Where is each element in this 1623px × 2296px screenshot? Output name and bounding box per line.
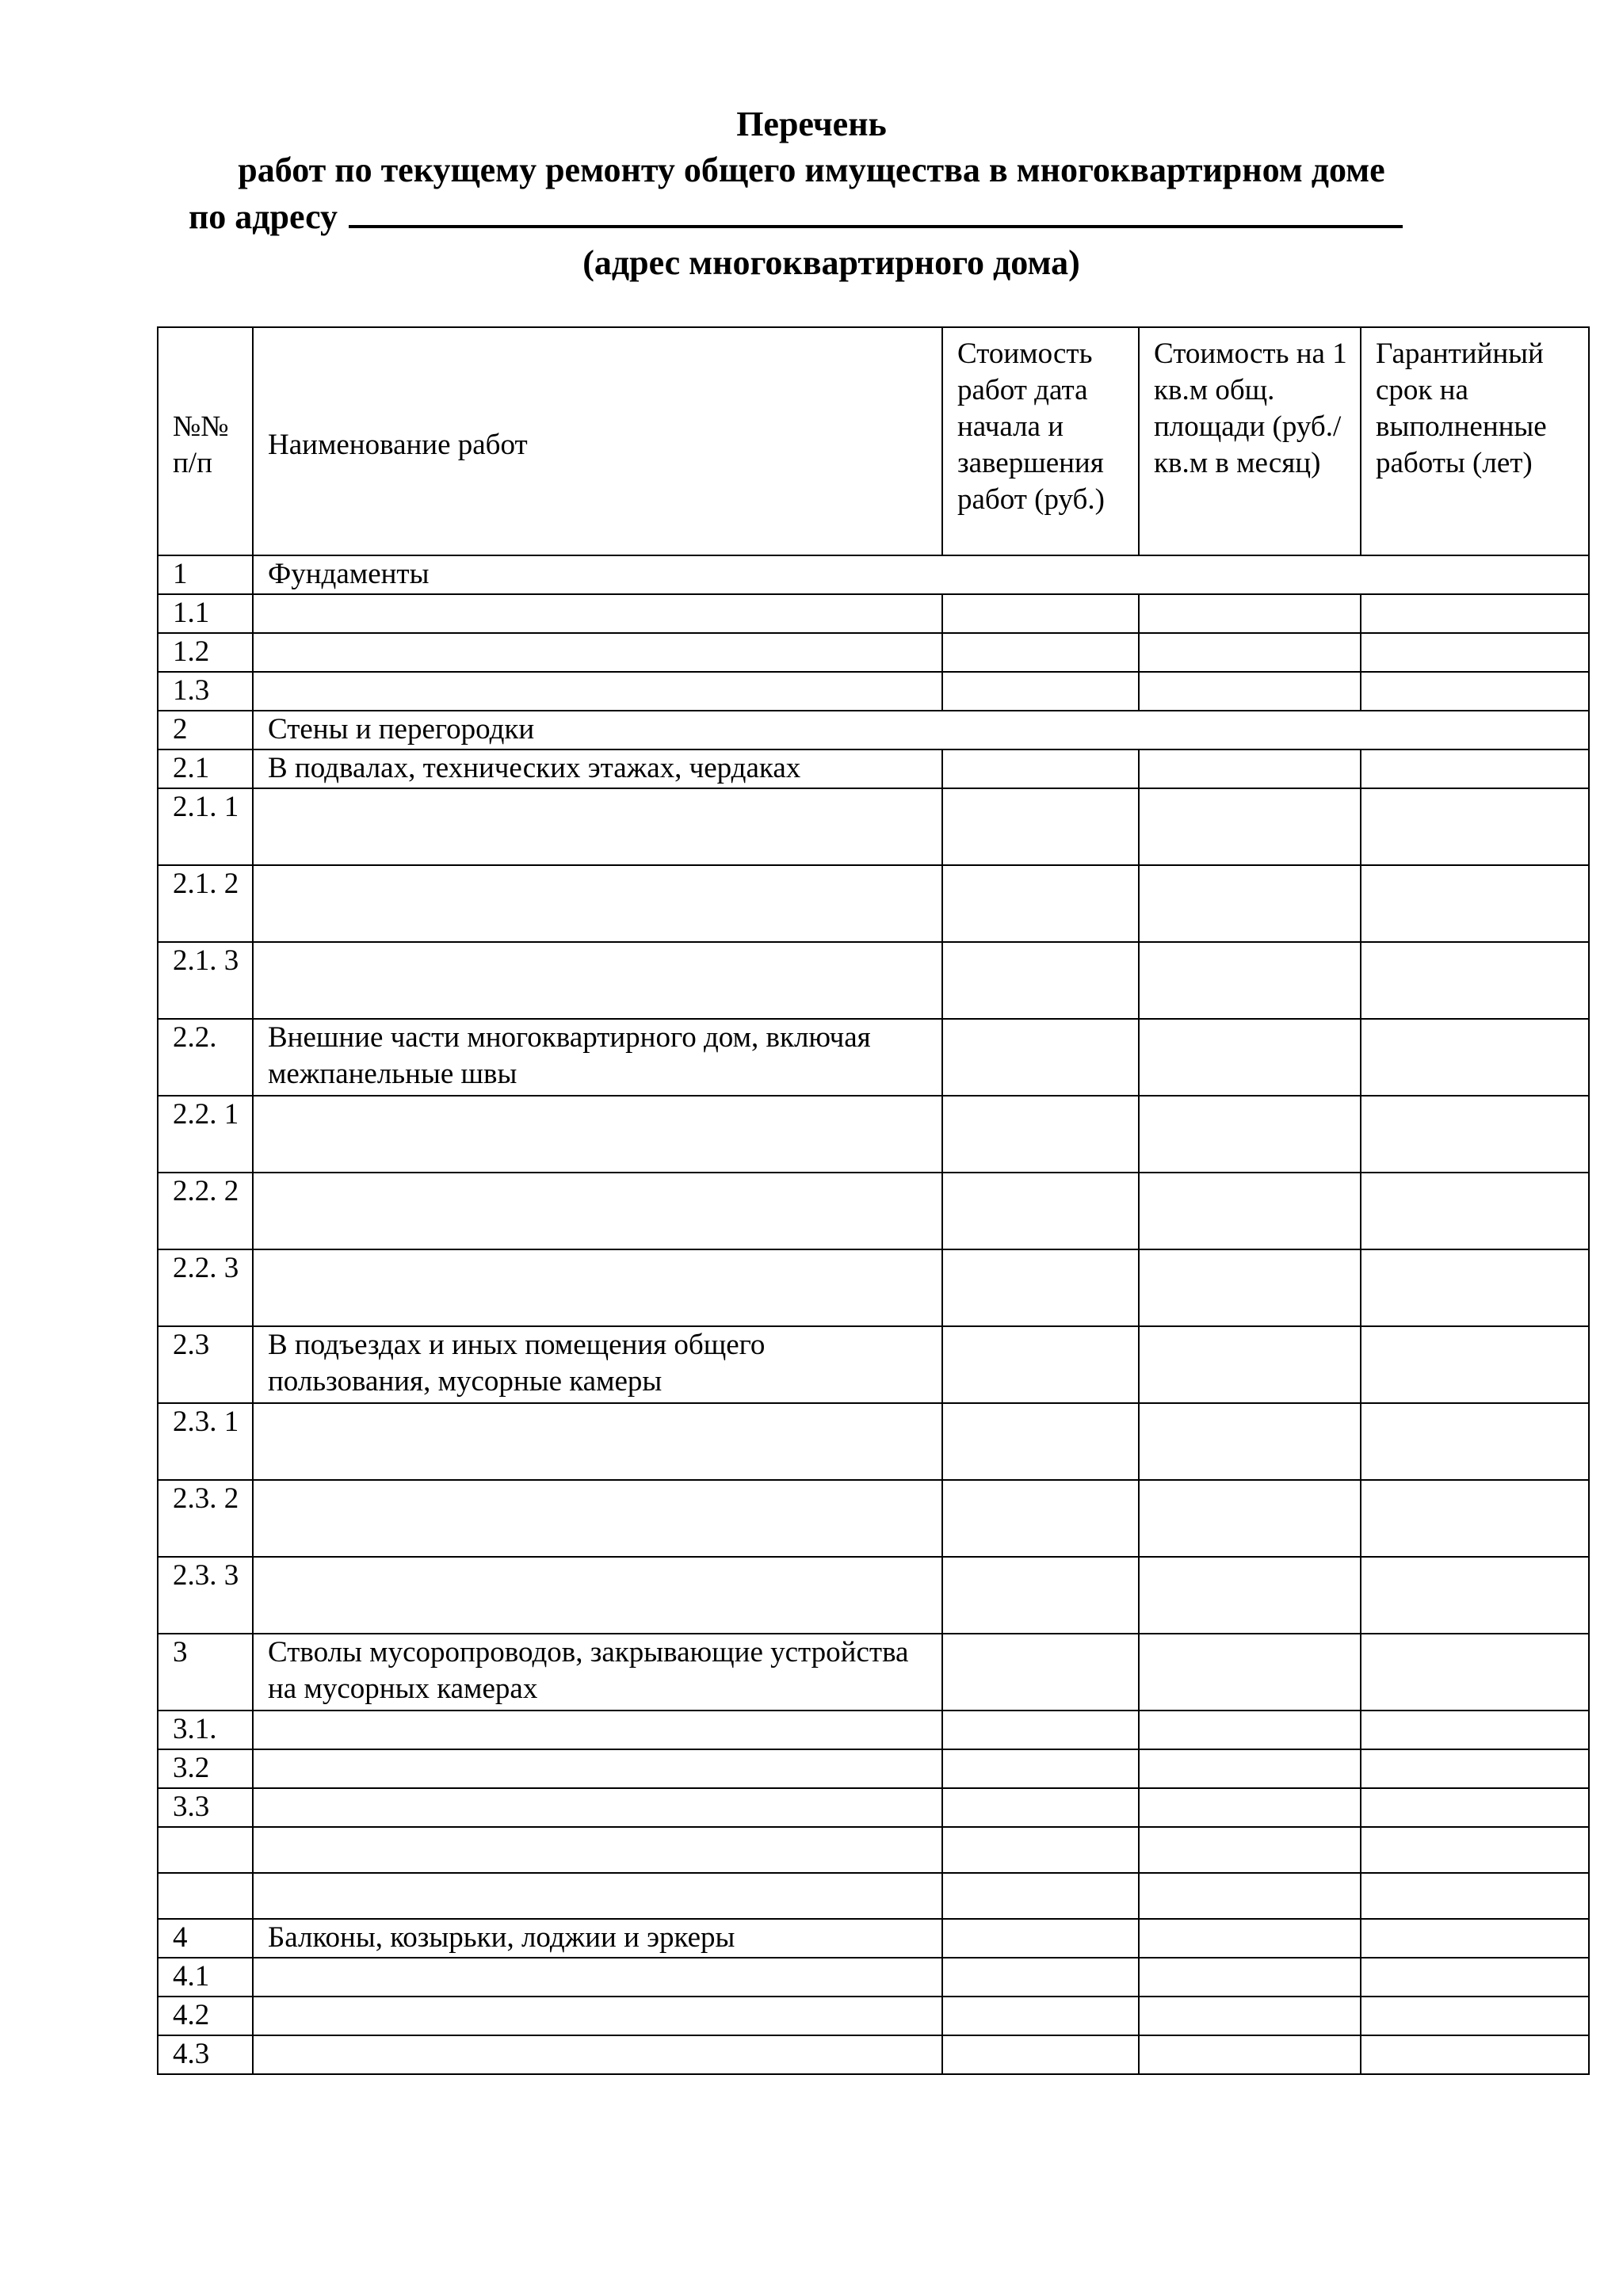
column-header-cost-per-sqm: Стоимость на 1 кв.м общ. площади (руб./кв.м в месяц) (1139, 327, 1361, 555)
work-name-cell: В подъездах и иных помещения общего пользования, мусорные камеры (253, 1326, 942, 1403)
table-row (158, 1249, 1589, 1326)
work-name-cell[interactable] (253, 1403, 942, 1480)
document-title: Перечень (736, 105, 887, 143)
cost-cell[interactable] (942, 1788, 1139, 1827)
work-name-cell[interactable] (253, 1249, 942, 1326)
table-row (158, 865, 1589, 942)
cost-per-sqm-cell[interactable] (1139, 1827, 1361, 1873)
cost-cell[interactable] (942, 1958, 1139, 1997)
cost-per-sqm-cell[interactable] (1139, 865, 1361, 942)
warranty-cell[interactable] (1361, 1326, 1589, 1403)
cost-cell[interactable] (942, 1827, 1139, 1873)
work-name-cell[interactable] (253, 1749, 942, 1788)
warranty-cell[interactable] (1361, 1557, 1589, 1634)
work-name-cell[interactable] (253, 788, 942, 865)
cost-per-sqm-cell[interactable] (1139, 1096, 1361, 1173)
table-row (158, 788, 1589, 865)
warranty-cell[interactable] (1361, 865, 1589, 942)
warranty-cell[interactable] (1361, 1711, 1589, 1749)
row-number: 2.3. 3 (158, 1557, 253, 1634)
warranty-cell[interactable] (1361, 1749, 1589, 1788)
table-row-subsection (158, 749, 1589, 788)
work-name-cell: В подвалах, технических этажах, чердаках (253, 749, 942, 788)
work-name-cell[interactable] (253, 1173, 942, 1249)
cost-per-sqm-cell[interactable] (1139, 749, 1361, 788)
table-row-section (158, 1634, 1589, 1711)
warranty-cell[interactable] (1361, 942, 1589, 1019)
work-name-cell[interactable] (253, 672, 942, 711)
column-header-work-name: Наименование работ (253, 327, 942, 555)
table-row (158, 594, 1589, 633)
warranty-cell[interactable] (1361, 1919, 1589, 1958)
table-row (158, 1749, 1589, 1788)
work-name-cell[interactable] (253, 2035, 942, 2074)
table-row (158, 1958, 1589, 1997)
table-row-section (158, 1919, 1589, 1958)
table-header-row (158, 327, 1589, 555)
row-number: 1.2 (158, 633, 253, 672)
table-row (158, 1557, 1589, 1634)
work-name-cell: Стволы мусоропроводов, закрывающие устройства на мусорных камерах (253, 1634, 942, 1711)
table-row (158, 633, 1589, 672)
row-number: 2.3. 2 (158, 1480, 253, 1557)
works-table (157, 326, 1590, 2075)
table-row (158, 1711, 1589, 1749)
work-name-cell[interactable] (253, 1958, 942, 1997)
warranty-cell[interactable] (1361, 1403, 1589, 1480)
table-row (158, 2035, 1589, 2074)
row-number: 1.3 (158, 672, 253, 711)
address-caption: (адрес многоквартирного дома) (582, 243, 1080, 282)
warranty-cell[interactable] (1361, 1997, 1589, 2035)
cost-cell[interactable] (942, 2035, 1139, 2074)
work-name-cell[interactable] (253, 1873, 942, 1919)
warranty-cell[interactable] (1361, 1634, 1589, 1711)
cost-cell[interactable] (942, 1873, 1139, 1919)
cost-per-sqm-cell[interactable] (1139, 594, 1361, 633)
cost-per-sqm-cell[interactable] (1139, 1403, 1361, 1480)
row-number (158, 1873, 253, 1919)
warranty-cell[interactable] (1361, 1788, 1589, 1827)
cost-cell[interactable] (942, 1480, 1139, 1557)
row-number: 2.1. 3 (158, 942, 253, 1019)
warranty-cell[interactable] (1361, 1827, 1589, 1873)
cost-cell[interactable] (942, 1634, 1139, 1711)
cost-per-sqm-cell[interactable] (1139, 1788, 1361, 1827)
table-row (158, 1480, 1589, 1557)
cost-per-sqm-cell[interactable] (1139, 1249, 1361, 1326)
cost-per-sqm-cell[interactable] (1139, 1326, 1361, 1403)
cost-cell[interactable] (942, 1997, 1139, 2035)
warranty-cell[interactable] (1361, 1096, 1589, 1173)
row-number: 4 (158, 1919, 253, 1958)
row-number: 2.2. (158, 1019, 253, 1096)
row-number: 2.2. 2 (158, 1173, 253, 1249)
cost-per-sqm-cell[interactable] (1139, 1173, 1361, 1249)
cost-cell[interactable] (942, 1019, 1139, 1096)
table-row (158, 1997, 1589, 2035)
work-name-cell: Внешние части многоквартирного дом, включая межпанельные швы (253, 1019, 942, 1096)
row-number: 3.1. (158, 1711, 253, 1749)
work-name-cell[interactable] (253, 865, 942, 942)
row-number: 3.2 (158, 1749, 253, 1788)
row-number: 2.1 (158, 749, 253, 788)
warranty-cell[interactable] (1361, 1173, 1589, 1249)
work-name-cell[interactable] (253, 1997, 942, 2035)
row-number: 4.3 (158, 2035, 253, 2074)
warranty-cell[interactable] (1361, 2035, 1589, 2074)
warranty-cell[interactable] (1361, 1480, 1589, 1557)
table-row-blank (158, 1873, 1589, 1919)
work-name-cell[interactable] (253, 1557, 942, 1634)
warranty-cell[interactable] (1361, 1958, 1589, 1997)
table-row-subsection (158, 1326, 1589, 1403)
warranty-cell[interactable] (1361, 594, 1589, 633)
warranty-cell[interactable] (1361, 633, 1589, 672)
work-name-cell[interactable] (253, 942, 942, 1019)
warranty-cell[interactable] (1361, 1873, 1589, 1919)
cost-per-sqm-cell[interactable] (1139, 633, 1361, 672)
row-number: 2 (158, 711, 253, 749)
work-name-cell[interactable] (253, 1480, 942, 1557)
cost-cell[interactable] (942, 749, 1139, 788)
work-name-cell: Балконы, козырьки, лоджии и эркеры (253, 1919, 942, 1958)
cost-cell[interactable] (942, 1326, 1139, 1403)
cost-per-sqm-cell[interactable] (1139, 672, 1361, 711)
row-number: 4.2 (158, 1997, 253, 2035)
cost-cell[interactable] (942, 1919, 1139, 1958)
cost-cell[interactable] (942, 865, 1139, 942)
cost-per-sqm-cell[interactable] (1139, 942, 1361, 1019)
warranty-cell[interactable] (1361, 749, 1589, 788)
table-row-section (158, 555, 1589, 594)
row-number: 4.1 (158, 1958, 253, 1997)
warranty-cell[interactable] (1361, 788, 1589, 865)
table-row (158, 1788, 1589, 1827)
row-number: 3 (158, 1634, 253, 1711)
cost-cell[interactable] (942, 1096, 1139, 1173)
warranty-cell[interactable] (1361, 672, 1589, 711)
cost-per-sqm-cell[interactable] (1139, 2035, 1361, 2074)
table-row-subsection (158, 1019, 1589, 1096)
row-number: 1 (158, 555, 253, 594)
work-name-cell[interactable] (253, 1711, 942, 1749)
cost-cell[interactable] (942, 788, 1139, 865)
work-name-cell[interactable] (253, 1788, 942, 1827)
row-number: 1.1 (158, 594, 253, 633)
address-blank-field[interactable] (349, 193, 1403, 228)
table-row (158, 1403, 1589, 1480)
row-number: 2.2. 1 (158, 1096, 253, 1173)
work-name-cell[interactable] (253, 1827, 942, 1873)
cost-cell[interactable] (942, 1403, 1139, 1480)
cost-cell[interactable] (942, 633, 1139, 672)
cost-cell[interactable] (942, 1749, 1139, 1788)
column-header-cost: Стоимость работ дата начала и завершения работ (руб.) (942, 327, 1139, 555)
table-row (158, 672, 1589, 711)
cost-per-sqm-cell[interactable] (1139, 788, 1361, 865)
cost-per-sqm-cell[interactable] (1139, 1958, 1361, 1997)
cost-per-sqm-cell[interactable] (1139, 1480, 1361, 1557)
table-row (158, 942, 1589, 1019)
row-number: 3.3 (158, 1788, 253, 1827)
work-name-cell[interactable] (253, 633, 942, 672)
row-number: 2.1. 1 (158, 788, 253, 865)
column-header-number: №№ п/п (158, 327, 253, 555)
cost-per-sqm-cell[interactable] (1139, 1919, 1361, 1958)
cost-cell[interactable] (942, 672, 1139, 711)
work-name-cell[interactable] (253, 1096, 942, 1173)
cost-per-sqm-cell[interactable] (1139, 1749, 1361, 1788)
document-header (0, 101, 1623, 286)
address-line (0, 193, 1623, 240)
table-row (158, 1096, 1589, 1173)
table-row (158, 1173, 1589, 1249)
cost-per-sqm-cell[interactable] (1139, 1997, 1361, 2035)
section-title: Стены и перегородки (253, 711, 1589, 749)
cost-per-sqm-cell[interactable] (1139, 1557, 1361, 1634)
warranty-cell[interactable] (1361, 1249, 1589, 1326)
cost-per-sqm-cell[interactable] (1139, 1711, 1361, 1749)
cost-cell[interactable] (942, 594, 1139, 633)
section-title: Фундаменты (253, 555, 1589, 594)
row-number: 2.3 (158, 1326, 253, 1403)
table-row-section (158, 711, 1589, 749)
row-number: 2.3. 1 (158, 1403, 253, 1480)
cost-cell[interactable] (942, 942, 1139, 1019)
cost-cell[interactable] (942, 1249, 1139, 1326)
cost-per-sqm-cell[interactable] (1139, 1634, 1361, 1711)
warranty-cell[interactable] (1361, 1019, 1589, 1096)
column-header-warranty: Гарантийный срок на выполненные работы (лет) (1361, 327, 1589, 555)
row-number: 2.1. 2 (158, 865, 253, 942)
document-subtitle: работ по текущему ремонту общего имущества в многоквартирном доме (238, 151, 1385, 189)
address-label: по адресу (188, 197, 338, 236)
table-row-blank (158, 1827, 1589, 1873)
cost-per-sqm-cell[interactable] (1139, 1019, 1361, 1096)
cost-cell[interactable] (942, 1173, 1139, 1249)
work-name-cell[interactable] (253, 594, 942, 633)
cost-cell[interactable] (942, 1711, 1139, 1749)
row-number: 2.2. 3 (158, 1249, 253, 1326)
cost-per-sqm-cell[interactable] (1139, 1873, 1361, 1919)
row-number (158, 1827, 253, 1873)
cost-cell[interactable] (942, 1557, 1139, 1634)
